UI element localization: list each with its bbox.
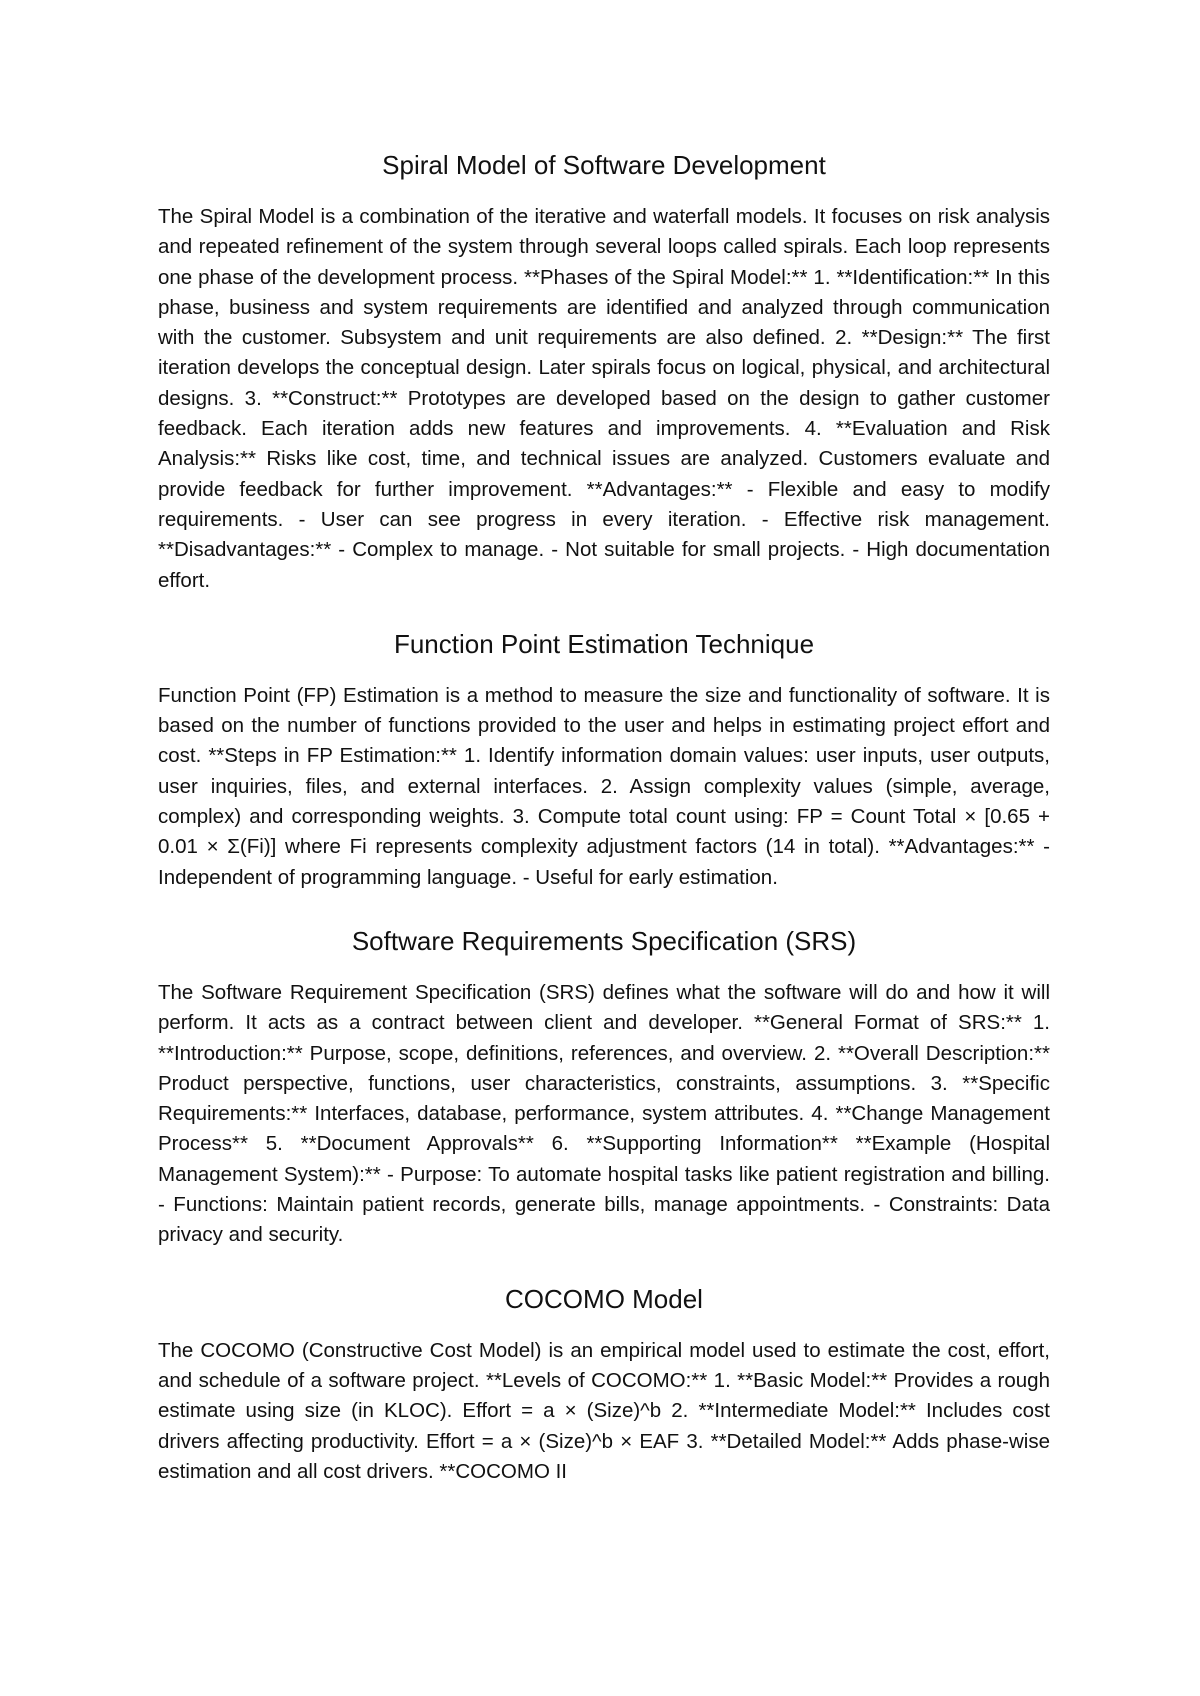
section-spiral-model [158,150,1050,596]
section-body: Function Point (FP) Estimation is a method to measure the size and functionality of software. It is based on the number of functions provided to the user and helps in estimating project effort and cost. **Steps in FP Estimation:** 1. Identify information domain values: user inputs, user outputs, user inquiries, files, and external interfaces. 2. Assign complexity values (simple, average, complex) and corresponding weights. 3. Compute total count using: FP = Count Total × [0.65 + 0.01 × Σ(Fi)] where Fi represents complexity adjustment factors (14 in total). **Advantages:** - Independent of programming language. - Useful for early estimation. [158,683,1050,889]
section-title: COCOMO Model [505,1283,703,1314]
document-content [158,150,1050,1487]
section-body: The Spiral Model is a combination of the iterative and waterfall models. It focuses on risk analysis and repeated refinement of the system through several loops called spirals. Each loop represents one phase of the development process. **Phases of the Spiral Model:** 1. **Identification:** In this phase, business and system requirements are identified and analyzed through communication with the customer. Subsystem and unit requirements are also defined. 2. **Design:** The first iteration develops the conceptual design. Later spirals focus on logical, physical, and architectural designs. 3. **Construct:** Prototypes are developed based on the design to gather customer feedback. Each iteration adds new features and improvements. 4. **Evaluation and Risk Analysis:** Risks like cost, time, and technical issues are analyzed. Customers evaluate and provide feedback for further improvement. **Advantages:** - Flexible and easy to modify requirements. - User can see progress in every iteration. - Effective risk management. **Disadvantages:** - Complex to manage. - Not suitable for small projects. - High documentation effort. [158,205,1050,592]
section-srs [158,926,1050,1251]
section-function-point [158,629,1050,893]
section-body: The COCOMO (Constructive Cost Model) is an empirical model used to estimate the cost, effort, and schedule of a software project. **Levels of COCOMO:** 1. **Basic Model:** Provides a rough estimate using size (in KLOC). Effort = a × (Size)^b 2. **Intermediate Model:** Includes cost drivers affecting productivity. Effort = a × (Size)^b × EAF 3. **Detailed Model:** Adds phase-wise estimation and all cost drivers. **COCOMO II [158,1338,1050,1483]
section-title: Function Point Estimation Technique [393,628,815,659]
section-title: Software Requirements Specification (SRS) [351,925,857,956]
section-body: The Software Requirement Specification (SRS) defines what the software will do and how it will perform. It acts as a contract between client and developer. **General Format of SRS:** 1. **Introduction:** Purpose, scope, definitions, references, and overview. 2. **Overall Description:** Product perspective, functions, user characteristics, constraints, assumptions. 3. **Specific Requirements:** Interfaces, database, performance, system attributes. 4. **Change Management Process** 5. **Document Approvals** 6. **Supporting Information** **Example (Hospital Management System):** - Purpose: To automate hospital tasks like patient registration and billing. - Functions: Maintain patient records, generate bills, manage appointments. - Constraints: Data privacy and security. [158,980,1050,1247]
section-title: Spiral Model of Software Development [382,150,826,180]
section-cocomo [158,1284,1050,1487]
